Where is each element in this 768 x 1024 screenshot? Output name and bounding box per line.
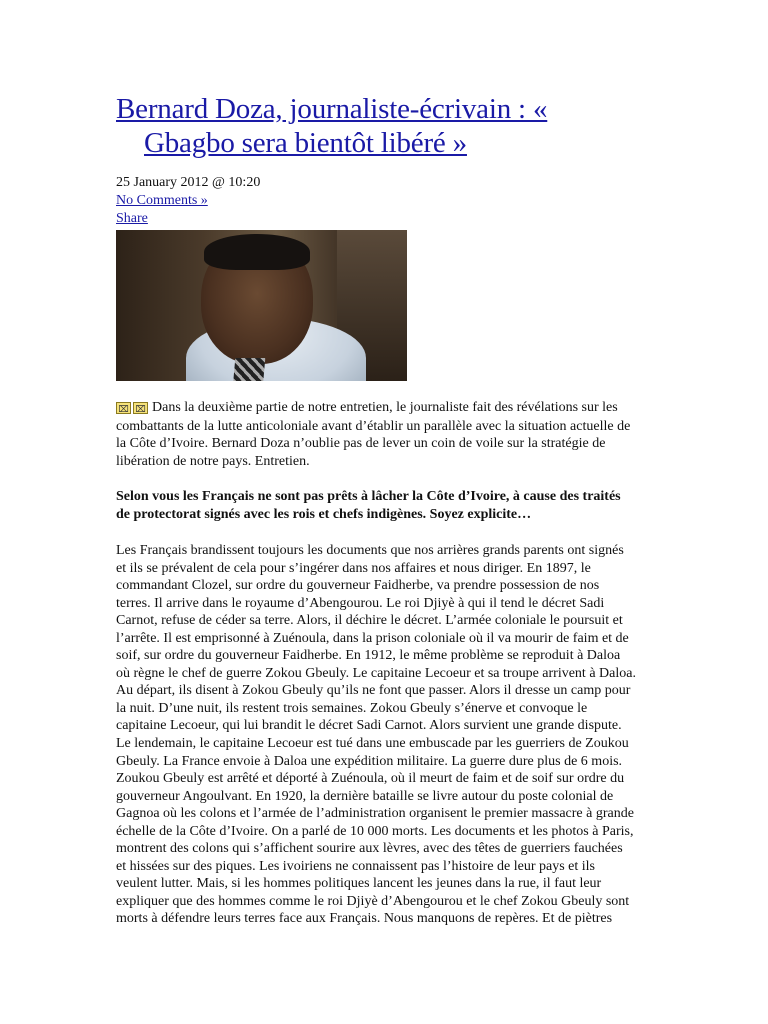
author-photo (116, 230, 407, 381)
comments-link[interactable]: No Comments » (116, 193, 208, 208)
article (116, 92, 636, 928)
intro-text: Dans la deuxième partie de notre entretien, le journaliste fait des révélations sur les combattants de la lutte anticoloniale avant d’établir un parallèle avec la situation actuelle de la Côte d’Ivoire. Bernard Doza n’oublie pas de lever un coin de voile sur la stratégie de libération de notre pays. Entretien. (116, 400, 631, 469)
broken-image-icons (116, 400, 150, 418)
image-placeholder-icon: ⌧ (133, 402, 148, 414)
interview-question: Selon vous les Français ne sont pas prêts à lâcher la Côte d’Ivoire, à cause des traités de protectorat signés avec les rois et chefs indigènes. Soyez explicite… (116, 489, 621, 522)
photo-tie (233, 358, 266, 381)
article-meta (116, 174, 636, 228)
photo-hair (204, 234, 310, 270)
interview-answer: Les Français brandissent toujours les documents que nos arrières grands parents ont signés et ils se prévalent de cela pour s’ingérer dans nos affaires et nous diriger. En 1897, le commandant Clozel, sur ordre du gouverneur Faidherbe, va prendre possession de nos terres. Il arrive dans le royaume d’Abengourou. Le roi Djiyè à qui il tend le décret Sadi Carnot, refuse de céder sa terre. Alors, il déchire le décret. L’armée coloniale le poursuit et l’arrête. Il est emprisonné à Zuénoula, dans la prison coloniale où il va mourir de faim et de soif, sur ordre du gouverneur Faidherbe. En 1912, le même problème se reproduit à Daloa où règne le chef de guerre Zokou Gbeuly. Le capitaine Lecoeur et sa troupe arrivent à Daloa. Au départ, ils disent à Zokou Gbeuly qu’ils ne font que passer. Alors il dresse un camp pour la nuit. D’une nuit, ils restent trois semaines. Zokou Gbeuly s’énerve et convoque le capitaine Lecoeur, qui lui brandit le décret Sadi Carnot. Alors survient une grande dispute. Le lendemain, le capitaine Lecoeur est tué dans une embuscade par les guerriers de Zoukou Gbeuly. La France envoie à Daloa une expédition militaire. La guerre dure plus de 6 mois. Zoukou Gbeuly est arrêté et déporté à Zuénoula, où il meurt de faim et de soif sur ordre du gouverneur Angoulvant. En 1920, la dernière bataille se livre autour du poste colonial de Gagnoa où les colons et l’armée de l’administration organisent le premier massacre à grande échelle de la Côte d’Ivoire. On a parlé de 10 000 morts. Les documents et les photos à Paris, montrent des colons qui s’affichent sourire aux lèvres, avec des têtes de guerriers fauchées et hissées sur des piques. Les ivoiriens ne connaissent pas l’histoire de leur pays et ils veulent lutter. Mais, si les hommes politiques lancent les jeunes dans la rue, il faut leur expliquer que des hommes comme le roi Djiyè d’Abengourou et le chef Zokou Gbeuly sont morts à défendre leurs terres face aux Français. Nous manquons de repères. Et de piètres (116, 543, 636, 927)
article-date: 25 January 2012 @ 10:20 (116, 175, 261, 190)
intro-paragraph (116, 399, 636, 470)
article-title[interactable]: Bernard Doza, journaliste-écrivain : « Gbagbo sera bientôt libéré » (116, 93, 548, 159)
image-placeholder-icon: ⌧ (116, 402, 131, 414)
share-link[interactable]: Share (116, 211, 148, 226)
